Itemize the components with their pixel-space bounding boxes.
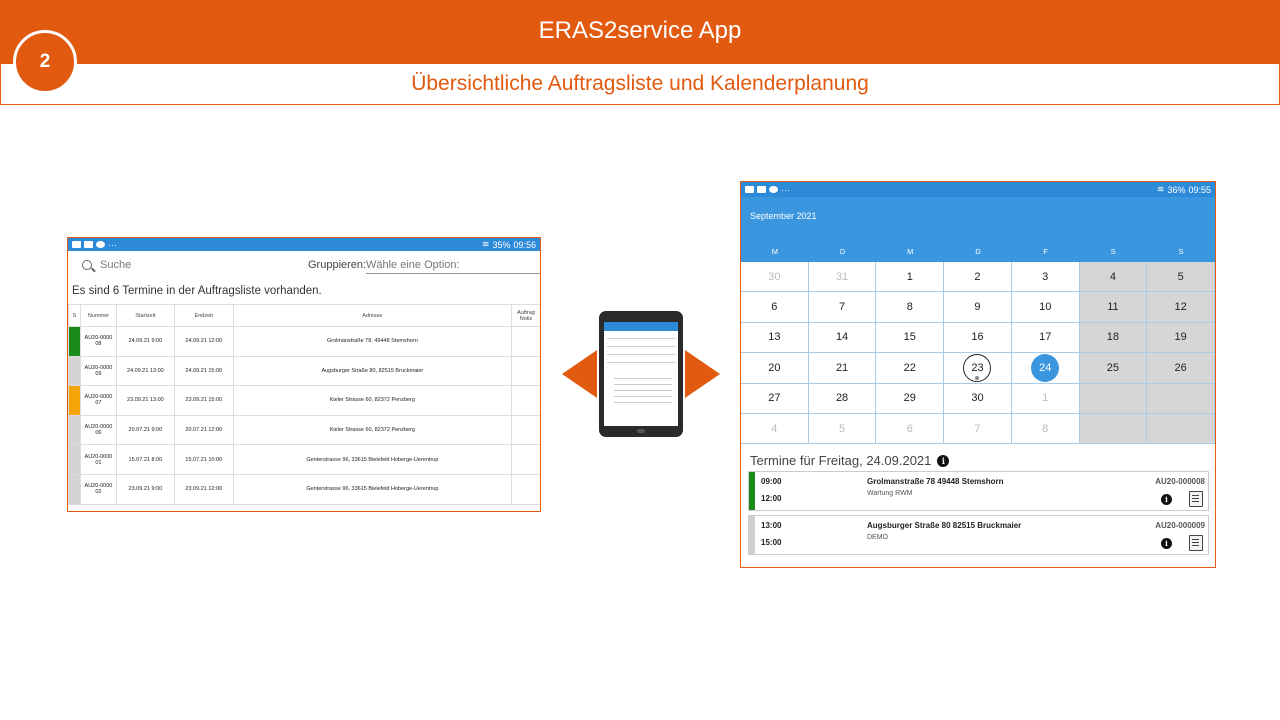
day-number: 31 — [835, 270, 849, 283]
appointment-note: Wartung RWM — [867, 490, 913, 497]
calendar-day[interactable] — [1080, 323, 1148, 353]
column-header-end[interactable]: Endzeit — [174, 305, 233, 327]
more-icon: ··· — [781, 184, 790, 195]
calendar-day[interactable] — [741, 323, 809, 353]
table-row[interactable] — [69, 445, 541, 475]
message-icon — [745, 186, 754, 193]
appointment-card[interactable] — [748, 515, 1209, 555]
column-header-address[interactable]: Adresse — [233, 305, 511, 327]
day-number: 15 — [903, 331, 916, 344]
wifi-icon: ≋ — [481, 239, 490, 249]
status-bar — [741, 182, 1215, 197]
day-number: 25 — [1106, 361, 1120, 374]
appointment-address: Augsburger Straße 80 82515 Bruckmaier — [867, 521, 1022, 530]
status-indicator — [69, 415, 81, 445]
month-label[interactable]: September 2021 — [750, 211, 817, 221]
search-icon[interactable] — [82, 260, 92, 270]
battery-percent: 35% — [492, 239, 511, 250]
day-number: 28 — [835, 392, 849, 405]
calendar-day[interactable] — [876, 292, 944, 322]
calendar-day[interactable] — [1147, 353, 1215, 383]
appointments-heading-text: Termine für Freitag, 24.09.2021 — [750, 453, 932, 468]
weekday-row — [741, 247, 1215, 256]
end-time: 20.07.21 12:00 — [174, 415, 233, 445]
table-row[interactable] — [69, 356, 541, 386]
day-number: 3 — [1042, 270, 1049, 283]
order-number: AU20-0000 09 — [80, 356, 116, 386]
day-number: 18 — [1106, 331, 1120, 344]
address: Genterstrasse 96, 33615 Bielefeld Hoberge-Uerentrup — [233, 474, 511, 504]
calendar-day[interactable] — [1080, 384, 1148, 414]
calendar-day[interactable] — [1147, 323, 1215, 353]
calendar-day[interactable] — [944, 262, 1012, 292]
column-header-note[interactable]: Auftrag Notiz — [512, 305, 541, 327]
calendar-day[interactable] — [809, 384, 877, 414]
calendar-day[interactable] — [1012, 323, 1080, 353]
end-time: 23.09.21 12:00 — [174, 474, 233, 504]
calendar-day[interactable] — [876, 262, 944, 292]
status-indicator — [69, 445, 81, 475]
calendar-day[interactable] — [876, 384, 944, 414]
column-header-status[interactable]: S — [69, 305, 81, 327]
appointment-end: 15:00 — [761, 538, 782, 547]
column-header-number[interactable]: Nummer — [80, 305, 116, 327]
clock: 09:55 — [1188, 184, 1211, 195]
group-label: Gruppieren: — [308, 259, 367, 271]
status-indicator — [69, 327, 81, 357]
day-number: 10 — [1039, 301, 1052, 314]
status-indicator — [69, 356, 81, 386]
day-number: 9 — [974, 301, 981, 314]
weekday-label: M — [907, 247, 914, 256]
table-row[interactable] — [69, 327, 541, 357]
status-indicator — [69, 474, 81, 504]
order-note — [512, 356, 541, 386]
calendar-day[interactable] — [741, 262, 809, 292]
calendar-day[interactable] — [809, 353, 877, 383]
table-row[interactable] — [69, 386, 541, 416]
day-number: 30 — [971, 392, 984, 405]
day-number: 22 — [903, 361, 916, 374]
day-number: 30 — [768, 270, 781, 283]
search-row — [68, 251, 540, 281]
order-note — [512, 445, 541, 475]
order-number: AU20-0000 07 — [80, 386, 116, 416]
day-number: 6 — [906, 422, 913, 435]
day-number: 17 — [1039, 331, 1052, 344]
end-time: 23.09.21 15:00 — [174, 386, 233, 416]
appointment-end: 12:00 — [761, 494, 782, 503]
day-number: 20 — [768, 361, 781, 374]
calendar-day[interactable] — [1080, 414, 1148, 444]
group-select[interactable]: Wähle eine Option: — [366, 259, 540, 274]
end-time: 15.07.21 10:00 — [174, 445, 233, 475]
calendar-day[interactable] — [809, 292, 877, 322]
calendar-day[interactable] — [944, 292, 1012, 322]
weekday-label: F — [1043, 247, 1048, 256]
weekday-label: D — [975, 247, 981, 256]
selected-day-marker: 24 — [1031, 354, 1059, 382]
day-number: 7 — [974, 422, 981, 435]
status-stripe — [749, 516, 755, 554]
calendar-day[interactable] — [741, 414, 809, 444]
order-note — [512, 386, 541, 416]
clock: 09:56 — [513, 239, 536, 250]
table-row[interactable] — [69, 474, 541, 504]
appointment-number: AU20-000008 — [1155, 477, 1205, 486]
calendar-day[interactable] — [741, 292, 809, 322]
calendar-day[interactable] — [876, 323, 944, 353]
calendar-day[interactable] — [1147, 414, 1215, 444]
order-number: AU20-0000 01 — [80, 445, 116, 475]
day-number: 26 — [1174, 361, 1187, 374]
address: Genterstrasse 96, 33615 Bielefeld Hoberge-Uerentrup — [233, 445, 511, 475]
day-number: 6 — [771, 301, 778, 314]
calendar-day[interactable] — [809, 323, 877, 353]
day-number: 8 — [906, 301, 913, 314]
day-number: 8 — [1042, 422, 1049, 435]
address: Kieler Strasse 60, 82372 Penzberg — [233, 386, 511, 416]
system-icons — [482, 239, 536, 250]
day-number: 11 — [1107, 301, 1119, 314]
table-row[interactable] — [69, 415, 541, 445]
appointment-note: DEMO — [867, 534, 888, 541]
day-number: 2 — [974, 270, 981, 283]
appointment-number: AU20-000009 — [1155, 521, 1205, 530]
calendar-day[interactable] — [809, 414, 877, 444]
today-marker: 23 — [963, 354, 991, 382]
day-number: 12 — [1174, 301, 1187, 314]
status-stripe — [749, 472, 755, 510]
address: Augsburger Straße 80, 82515 Bruckmaier — [233, 356, 511, 386]
start-time: 20.07.21 9:00 — [116, 415, 174, 445]
tablet-illustration — [599, 311, 683, 437]
slide-title: ERAS2service App — [538, 17, 742, 44]
appointment-address: Grolmanstraße 78 49448 Stemshorn — [867, 477, 1004, 486]
calendar-day[interactable] — [741, 353, 809, 383]
calendar-day[interactable] — [809, 262, 877, 292]
calendar-day[interactable] — [1012, 353, 1080, 383]
battery-percent: 36% — [1167, 184, 1186, 195]
info-icon[interactable]: i — [937, 455, 949, 467]
day-number: 21 — [835, 361, 849, 374]
order-table — [68, 304, 541, 505]
order-note — [512, 327, 541, 357]
order-note — [512, 415, 541, 445]
system-icons — [1157, 184, 1211, 195]
start-time: 23.09.21 13:00 — [116, 386, 174, 416]
order-number: AU20-0000 08 — [80, 327, 116, 357]
order-count-text: Es sind 6 Termine in der Auftragsliste vorhanden. — [72, 285, 322, 297]
tablet-screen-bar — [604, 322, 678, 331]
appointment-start: 13:00 — [761, 521, 782, 530]
status-indicator — [69, 386, 81, 416]
weekday-label: D — [839, 247, 846, 256]
video-icon — [757, 186, 766, 193]
calendar-day[interactable] — [1147, 292, 1215, 322]
tablet-screen — [604, 322, 678, 426]
document-icon[interactable] — [1189, 491, 1203, 507]
day-number: 27 — [768, 392, 781, 405]
day-number: 5 — [839, 422, 846, 435]
address: Grolmanstraße 78, 49448 Stemshorn — [233, 327, 511, 357]
arrow-left-icon — [562, 350, 597, 398]
calendar-screenshot — [740, 181, 1216, 568]
weekday-label: S — [1110, 247, 1116, 256]
start-time: 24.09.21 13:00 — [116, 356, 174, 386]
day-number: 14 — [835, 331, 849, 344]
start-time: 23.09.21 9:00 — [116, 474, 174, 504]
calendar-day[interactable] — [1080, 262, 1148, 292]
slide-number-badge: 2 — [13, 30, 77, 94]
end-time: 24.09.21 15:00 — [174, 356, 233, 386]
calendar-day[interactable] — [876, 353, 944, 383]
calendar-day[interactable] — [944, 353, 1012, 383]
day-number: 7 — [839, 301, 846, 314]
notification-icons — [72, 240, 117, 250]
appointment-start: 09:00 — [761, 477, 782, 486]
order-note — [512, 474, 541, 504]
column-header-start[interactable]: Startzeit — [116, 305, 174, 327]
address: Kieler Strasse 60, 82372 Penzberg — [233, 415, 511, 445]
calendar-day[interactable] — [1012, 262, 1080, 292]
order-number: AU20-0000 02 — [80, 474, 116, 504]
appointments-heading — [750, 453, 949, 468]
calendar-day[interactable] — [1012, 414, 1080, 444]
calendar-day[interactable] — [1147, 384, 1215, 414]
order-number: AU20-0000 06 — [80, 415, 116, 445]
calendar-day[interactable] — [876, 414, 944, 444]
day-number: 1 — [906, 270, 913, 283]
day-number: 5 — [1177, 270, 1184, 283]
weekday-label: S — [1178, 247, 1184, 256]
appointment-card[interactable] — [748, 471, 1209, 511]
document-icon[interactable] — [1189, 535, 1203, 551]
calendar-grid — [741, 262, 1215, 444]
calendar-day[interactable] — [1147, 262, 1215, 292]
video-icon — [84, 241, 93, 248]
search-input[interactable]: Suche — [100, 259, 132, 271]
sync-icon — [769, 186, 778, 193]
message-icon — [72, 241, 81, 248]
calendar-day[interactable] — [944, 384, 1012, 414]
day-number: 13 — [768, 331, 781, 344]
arrow-right-icon — [685, 350, 720, 398]
info-icon[interactable]: i — [1161, 494, 1172, 505]
sync-icon — [96, 241, 105, 248]
calendar-day[interactable] — [1012, 292, 1080, 322]
calendar-day[interactable] — [1080, 292, 1148, 322]
start-time: 24.09.21 9:00 — [116, 327, 174, 357]
calendar-day[interactable] — [1012, 384, 1080, 414]
calendar-day[interactable] — [741, 384, 809, 414]
calendar-day[interactable] — [1080, 353, 1148, 383]
day-number: 4 — [1109, 270, 1116, 283]
info-icon[interactable]: i — [1161, 538, 1172, 549]
calendar-day[interactable] — [944, 323, 1012, 353]
start-time: 15.07.21 8:00 — [116, 445, 174, 475]
wifi-icon: ≋ — [1156, 184, 1165, 194]
more-icon: ··· — [108, 239, 117, 250]
slide-subtitle: Übersichtliche Auftragsliste und Kalenderplanung — [411, 72, 869, 95]
calendar-day[interactable] — [944, 414, 1012, 444]
end-time: 24.09.21 12:00 — [174, 327, 233, 357]
status-bar — [68, 238, 540, 251]
day-number: 19 — [1174, 331, 1187, 344]
table-header-row — [69, 305, 541, 327]
tablet-home-button — [637, 429, 645, 433]
order-list-screenshot — [67, 237, 541, 512]
weekday-label: M — [771, 247, 778, 256]
day-number: 1 — [1042, 392, 1049, 405]
notification-icons — [745, 185, 790, 195]
day-number: 16 — [971, 331, 984, 344]
day-number: 4 — [771, 422, 778, 435]
day-number: 29 — [903, 392, 916, 405]
